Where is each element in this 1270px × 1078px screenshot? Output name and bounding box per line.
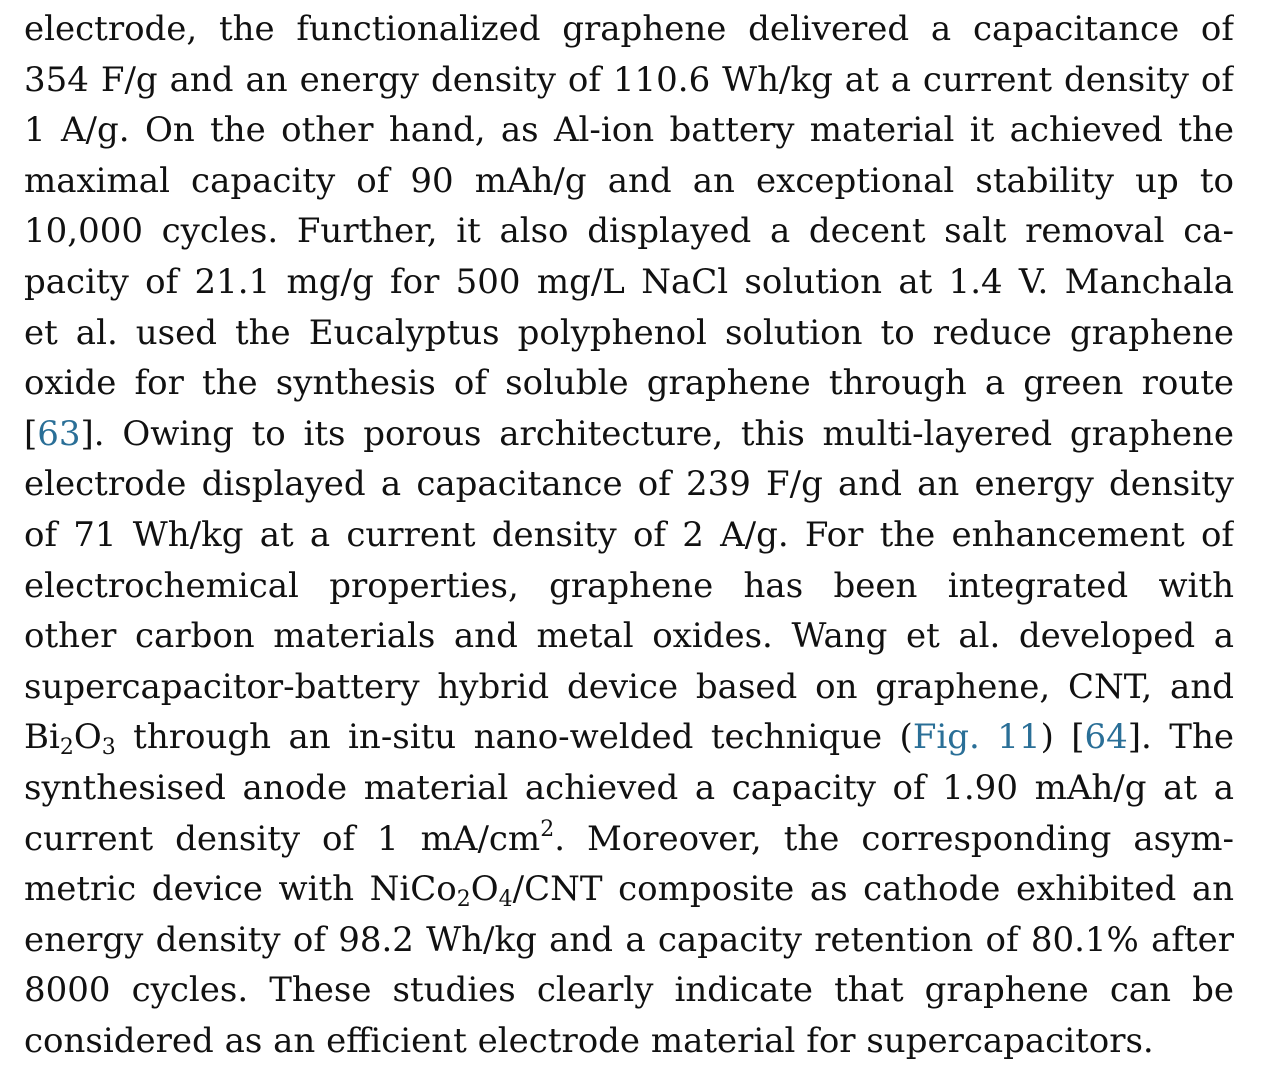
formula-bi: Bi (24, 717, 60, 758)
text-segment: ) [ (1040, 717, 1085, 758)
text-line-15 (24, 712, 1234, 763)
text-line-11: of 71 Wh/kg at a current density of 2 A/g. For the enhancement of (24, 514, 1234, 555)
text-line-4: maximal capacity of 90 mAh/g and an exceptional stability up to (24, 160, 1234, 201)
text-line-21: considered as an efficient electrode material for supercapacitors. (24, 1020, 1154, 1061)
formula-o: O (470, 869, 499, 910)
text-line-1: electrode, the functionalized graphene delivered a capacitance of (24, 9, 1234, 49)
superscript: 2 (540, 816, 555, 842)
text-line-13: other carbon materials and metal oxides. Wang et al. developed a (24, 616, 1234, 657)
text-line-14: supercapacitor-battery hybrid device based on graphene, CNT, and (24, 666, 1234, 707)
body-text-column (24, 4, 1234, 1066)
text-line-19: energy density of 98.2 Wh/kg and a capacity retention of 80.1% after (24, 919, 1234, 960)
citation-link-64[interactable]: 64 (1084, 717, 1128, 758)
text-line-8: oxide for the synthesis of soluble graphene through a green route (24, 363, 1234, 404)
formula-subscript: 3 (101, 735, 116, 761)
text-line-9 (24, 409, 1234, 460)
text-line-7: et al. used the Eucalyptus polyphenol solution to reduce graphene (24, 312, 1234, 353)
text-segment: through an in-situ nano-welded technique ( (115, 717, 913, 758)
text-line-3: 1 A/g. On the other hand, as Al-ion battery material it achieved the (24, 110, 1234, 151)
text-segment: . Moreover, the corresponding asym- (554, 818, 1234, 859)
formula-subscript: 2 (59, 735, 74, 761)
figure-link-fig-11[interactable]: Fig. 11 (912, 717, 1041, 758)
text-segment: metric device with NiCo (24, 869, 457, 910)
formula-o: O (73, 717, 102, 758)
text-segment: ]. Owing to its porous architecture, this multi-layered graphene (80, 413, 1234, 454)
text-segment: ]. The (1127, 717, 1234, 758)
bracket-open: [ (24, 413, 38, 454)
formula-subscript: 2 (456, 887, 471, 913)
text-line-16: synthesised anode material achieved a capacity of 1.90 mAh/g at a (24, 767, 1234, 808)
text-segment: current density of 1 mA/cm (24, 818, 541, 859)
formula-subscript: 4 (498, 887, 513, 913)
text-line-5: 10,000 cycles. Further, it also displayed a decent salt removal ca- (24, 211, 1234, 252)
text-line-18 (24, 864, 1234, 915)
text-line-12: electrochemical properties, graphene has been integrated with (24, 565, 1234, 606)
text-line-10: electrode displayed a capacitance of 239 F/g and an energy density (24, 464, 1234, 505)
text-line-20: 8000 cycles. These studies clearly indicate that graphene can be (24, 970, 1234, 1011)
citation-link-63[interactable]: 63 (37, 413, 81, 454)
text-line-2: 354 F/g and an energy density of 110.6 Wh/kg at a current density of (24, 59, 1234, 100)
text-line-17 (24, 814, 1234, 865)
text-line-6: pacity of 21.1 mg/g for 500 mg/L NaCl solution at 1.4 V. Manchala (24, 261, 1234, 302)
text-segment: /CNT composite as cathode exhibited an (512, 869, 1234, 910)
